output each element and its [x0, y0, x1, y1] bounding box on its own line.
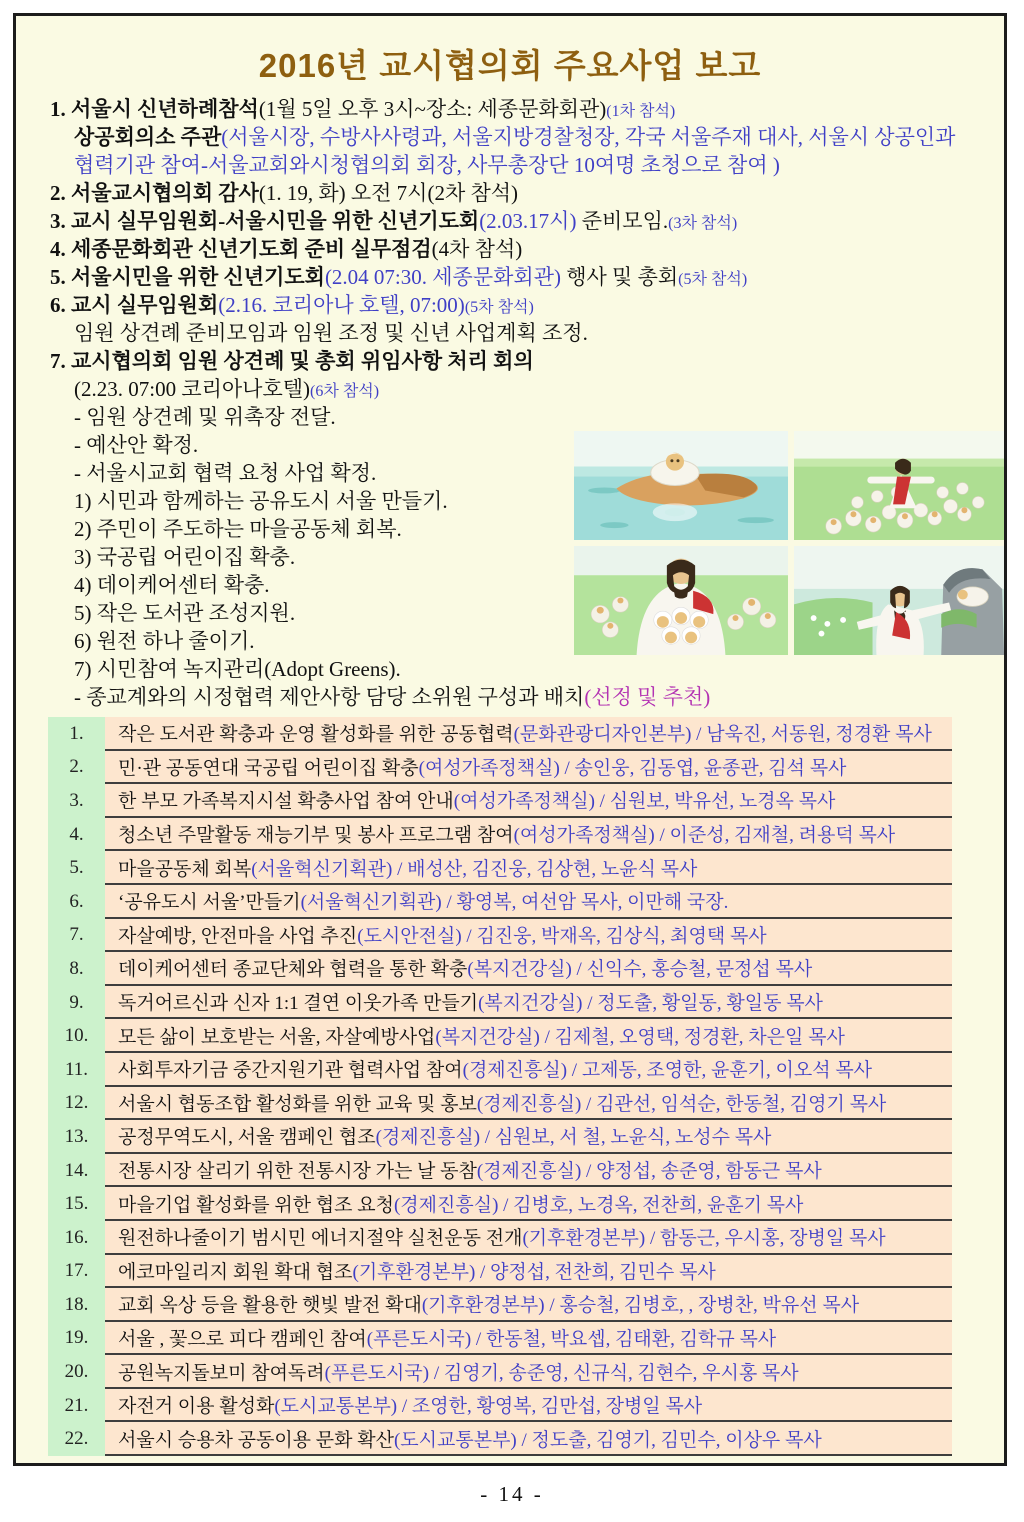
table-row — [48, 952, 952, 986]
table-row — [48, 1019, 952, 1053]
row-detail: (복지건강실) / 김제철, 오영택, 정경환, 차은일 목사 — [435, 1026, 845, 1048]
row-content — [105, 1422, 952, 1456]
row-number: 16. — [48, 1221, 105, 1255]
report-line: 2) 주민이 주도하는 마을공동체 회복. — [74, 517, 402, 541]
row-number: 10. — [48, 1019, 105, 1053]
document-page-frame — [13, 13, 1007, 1466]
table-row — [48, 717, 952, 751]
report-line: 2. 서울교시협의회 감사(1. 19, 화) 오전 7시(2차 참석) — [50, 181, 519, 205]
table-row — [48, 1154, 952, 1188]
row-detail: (경제진흥실) / 양정섭, 송준영, 함동근 목사 — [476, 1161, 822, 1183]
report-line: (2.23. 07:00 코리아나호텔)(6차 참석) — [74, 377, 380, 401]
row-content — [105, 751, 952, 785]
report-line: 임원 상견례 준비모임과 임원 조정 및 신년 사업계획 조정. — [74, 321, 588, 345]
row-number: 5. — [48, 851, 105, 885]
row-detail: (복지건강실) / 신익수, 홍승철, 문정섭 목사 — [467, 959, 813, 981]
row-detail: (서울혁신기획관) / 황영복, 여선암 목사, 이만해 국장. — [300, 892, 729, 914]
row-content — [105, 1019, 952, 1053]
row-content — [105, 1154, 952, 1188]
table-row — [48, 1322, 952, 1356]
row-detail: (푸른도시국) / 한동철, 박요셉, 김태환, 김학규 목사 — [366, 1328, 777, 1350]
row-content — [105, 1221, 952, 1255]
report-line: 3) 국공립 어린이집 확충. — [74, 545, 296, 569]
row-content — [105, 784, 952, 818]
row-content — [105, 885, 952, 919]
report-line: 4) 데이케어센터 확충. — [74, 573, 270, 597]
table-row — [48, 1087, 952, 1121]
row-number: 7. — [48, 919, 105, 953]
row-number: 14. — [48, 1154, 105, 1188]
row-content — [105, 986, 952, 1020]
row-number: 4. — [48, 818, 105, 852]
report-line: 6) 원전 하나 줄이기. — [74, 629, 255, 653]
report-line: 3. 교시 실무임원회-서울시민을 위한 신년기도회(2.03.17시) 준비모임.(3차 참석) — [50, 209, 738, 233]
row-number: 6. — [48, 885, 105, 919]
row-title: 마을기업 활성화를 위한 협조 요청 — [118, 1194, 394, 1216]
row-detail: (여성가족정책실) / 송인웅, 김동엽, 윤종관, 김석 목사 — [418, 757, 847, 779]
report-line: 7. 교시협의회 임원 상견례 및 총회 위임사항 처리 회의 — [50, 349, 534, 373]
row-title: 한 부모 가족복지시설 확충사업 참여 안내 — [118, 791, 454, 813]
row-detail: (경제진흥실) / 고제동, 조영한, 윤훈기, 이오석 목사 — [462, 1060, 873, 1082]
row-title: 사회투자기금 중간지원기관 협력사업 참여 — [118, 1060, 463, 1082]
report-line: 1) 시민과 함께하는 공유도시 서울 만들기. — [74, 489, 448, 513]
report-line: 협력기관 참여-서울교회와시청협의회 회장, 사무총장단 10여명 초청으로 참여 ) — [74, 153, 780, 177]
row-number: 19. — [48, 1322, 105, 1356]
table-row — [48, 1288, 952, 1322]
row-detail: (서울혁신기획관) / 배성산, 김진웅, 김상현, 노윤식 목사 — [251, 858, 698, 880]
row-content — [105, 952, 952, 986]
row-number: 12. — [48, 1087, 105, 1121]
table-row — [48, 1389, 952, 1423]
table-row — [48, 751, 952, 785]
row-content — [105, 1087, 952, 1121]
row-number: 13. — [48, 1120, 105, 1154]
table-row — [48, 1422, 952, 1456]
table-row — [48, 784, 952, 818]
row-content — [105, 1187, 952, 1221]
table-row — [48, 986, 952, 1020]
row-title: 에코마일리지 회원 확대 협조 — [118, 1261, 353, 1283]
row-number: 22. — [48, 1422, 105, 1456]
row-title: 원전하나줄이기 범시민 에너지절약 실천운동 전개 — [118, 1228, 523, 1250]
row-number: 18. — [48, 1288, 105, 1322]
report-line: 6. 교시 실무임원회(2.16. 코리아나 호텔, 07:00)(5차 참석) — [50, 293, 534, 317]
row-number: 2. — [48, 751, 105, 785]
report-line: 상공회의소 주관(서울시장, 수방사사령과, 서울지방경찰청장, 각국 서울주재 대사, 서울시 상공인과 — [74, 125, 956, 149]
row-number: 17. — [48, 1255, 105, 1289]
row-number: 11. — [48, 1053, 105, 1087]
row-detail: (도시교통본부) / 정도출, 김영기, 김민수, 이상우 목사 — [393, 1429, 822, 1451]
table-row — [48, 851, 952, 885]
row-number: 15. — [48, 1187, 105, 1221]
row-number: 9. — [48, 986, 105, 1020]
row-detail: (경제진흥실) / 심원보, 서 철, 노윤식, 노성수 목사 — [375, 1127, 772, 1149]
row-title: 교회 옥상 등을 활용한 햇빛 발전 확대 — [118, 1295, 422, 1317]
row-title: 서울 , 꽃으로 피다 캠페인 참여 — [118, 1328, 367, 1350]
table-row — [48, 1053, 952, 1087]
row-content — [105, 1389, 952, 1423]
report-line: 5) 작은 도서관 조성지원. — [74, 601, 296, 625]
row-detail: (기후환경본부) / 양정섭, 전찬희, 김민수 목사 — [352, 1261, 716, 1283]
row-detail: (여성가족정책실) / 이준성, 김재철, 려용덕 목사 — [513, 825, 896, 847]
row-title: 작은 도서관 확충과 운영 활성화를 위한 공동협력 — [118, 724, 514, 746]
row-content — [105, 1255, 952, 1289]
row-title: 공원녹지돌보미 참여독려 — [118, 1362, 325, 1384]
row-detail: (경제진흥실) / 김관선, 임석순, 한동철, 김영기 목사 — [476, 1093, 887, 1115]
row-title: 자살예방, 안전마을 사업 추진 — [118, 925, 358, 947]
table-row — [48, 885, 952, 919]
row-title: ‘공유도시 서울’만들기 — [118, 892, 301, 914]
row-content — [105, 717, 952, 751]
row-detail: (도시안전실) / 김진웅, 박재옥, 김상식, 최영택 목사 — [357, 925, 767, 947]
row-title: 데이케어센터 종교단체와 협력을 통한 확충 — [118, 959, 468, 981]
assignments-table — [48, 717, 952, 1456]
page-number: - 14 - — [480, 1482, 544, 1506]
row-content — [105, 919, 952, 953]
report-line: - 예산안 확정. — [74, 433, 199, 457]
row-detail: (복지건강실) / 정도출, 황일동, 황일동 목사 — [478, 993, 823, 1015]
row-number: 20. — [48, 1355, 105, 1389]
row-detail: (기후환경본부) / 함동근, 우시홍, 장병일 목사 — [522, 1228, 886, 1250]
row-detail: (경제진흥실) / 김병호, 노경옥, 전찬희, 윤훈기 목사 — [393, 1194, 804, 1216]
row-number: 21. — [48, 1389, 105, 1423]
row-title: 자전거 이용 활성화 — [118, 1396, 275, 1418]
row-title: 공정무역도시, 서울 캠페인 협조 — [118, 1127, 376, 1149]
table-row — [48, 818, 952, 852]
row-content — [105, 818, 952, 852]
row-detail: (기후환경본부) / 홍승철, 김병호, , 장병찬, 박유선 목사 — [421, 1295, 860, 1317]
page-title: 2016년 교시협의회 주요사업 보고 — [258, 47, 762, 84]
row-content — [105, 1355, 952, 1389]
row-title: 서울시 승용차 공동이용 문화 확산 — [118, 1429, 394, 1451]
row-content — [105, 851, 952, 885]
row-number: 1. — [48, 717, 105, 751]
report-line: 1. 서울시 신년하례참석(1월 5일 오후 3시~장소: 세종문화회관)(1차 참석) — [50, 97, 676, 121]
report-list — [16, 95, 1004, 711]
row-title: 서울시 협동조합 활성화를 위한 교육 및 홍보 — [118, 1093, 477, 1115]
row-title: 청소년 주말활동 재능기부 및 봉사 프로그램 참여 — [118, 825, 514, 847]
report-line: 4. 세종문화회관 신년기도회 준비 실무점검(4차 참석) — [50, 237, 523, 261]
report-line: - 서울시교회 협력 요청 사업 확정. — [74, 461, 377, 485]
table-row — [48, 1187, 952, 1221]
report-line: 5. 서울시민을 위한 신년기도회(2.04 07:30. 세종문화회관) 행사 및 총회(5차 참석) — [50, 265, 748, 289]
table-row — [48, 1255, 952, 1289]
row-title: 전통시장 살리기 위한 전통시장 가는 날 동참 — [118, 1161, 477, 1183]
table-row — [48, 1120, 952, 1154]
report-line: - 임원 상견례 및 위촉장 전달. — [74, 405, 336, 429]
table-row — [48, 1355, 952, 1389]
row-detail: (여성가족정책실) / 심원보, 박유선, 노경옥 목사 — [453, 791, 836, 813]
row-title: 마을공동체 회복 — [118, 858, 252, 880]
table-row — [48, 919, 952, 953]
row-content — [105, 1053, 952, 1087]
row-content — [105, 1120, 952, 1154]
row-content — [105, 1288, 952, 1322]
row-detail: (푸른도시국) / 김영기, 송준영, 신규식, 김현수, 우시홍 목사 — [324, 1362, 799, 1384]
row-title: 민·관 공동연대 국공립 어린이집 확충 — [118, 757, 419, 779]
row-number: 3. — [48, 784, 105, 818]
report-line: 7) 시민참여 녹지관리(Adopt Greens). — [74, 657, 401, 681]
table-row — [48, 1221, 952, 1255]
row-number: 8. — [48, 952, 105, 986]
row-title: 모든 삶이 보호받는 서울, 자살예방사업 — [118, 1026, 436, 1048]
report-line: - 종교계와의 시정협력 제안사항 담당 소위원 구성과 배치(선정 및 추천) — [74, 685, 711, 709]
row-detail: (문화관광디자인본부) / 남욱진, 서동원, 정경환 목사 — [513, 724, 932, 746]
row-detail: (도시교통본부) / 조영한, 황영복, 김만섭, 장병일 목사 — [274, 1396, 703, 1418]
row-content — [105, 1322, 952, 1356]
row-title: 독거어르신과 신자 1:1 결연 이웃가족 만들기 — [118, 993, 479, 1015]
